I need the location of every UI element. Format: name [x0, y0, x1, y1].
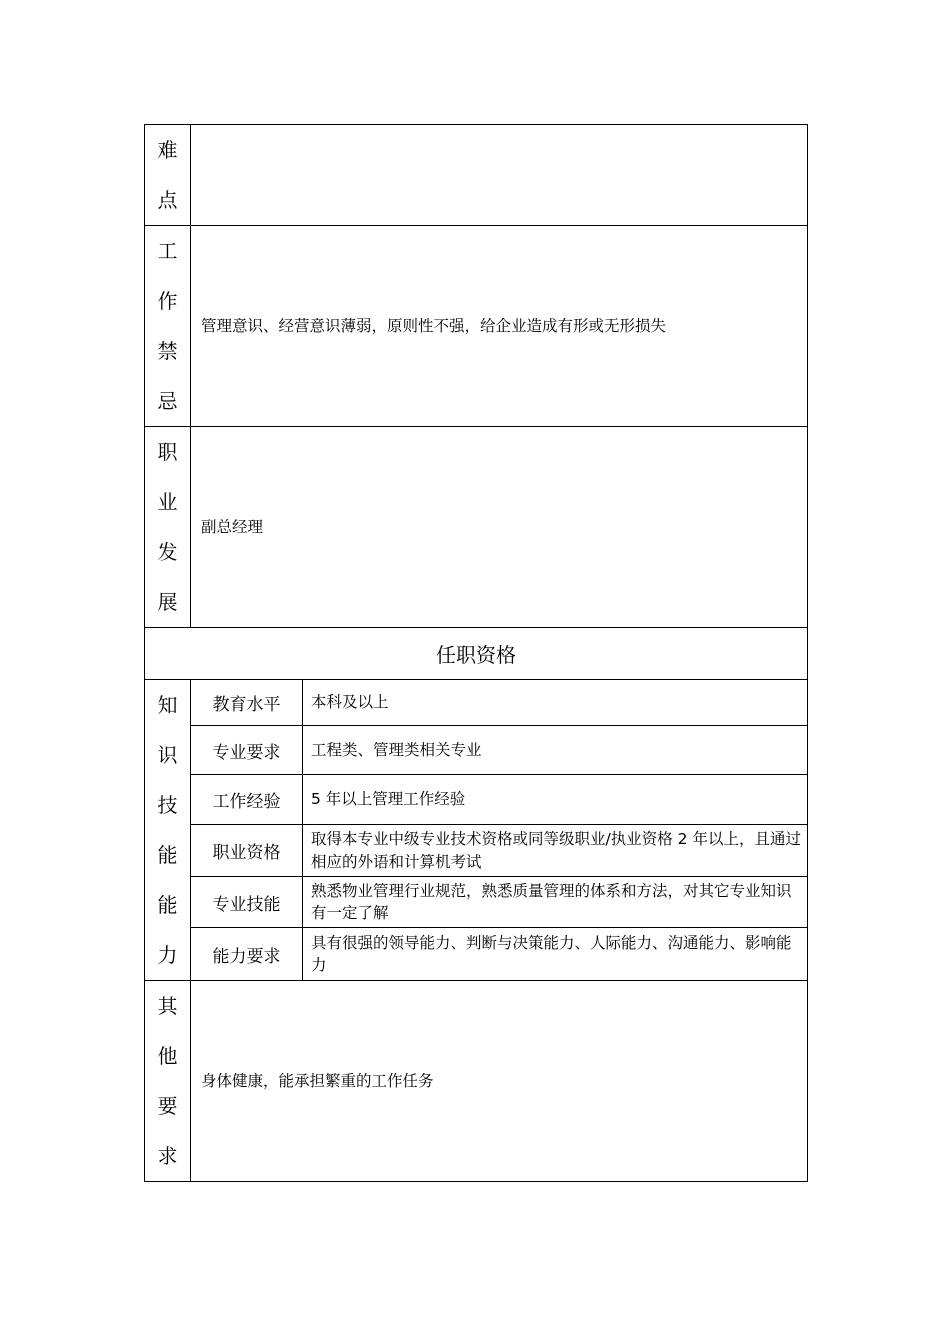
major-label: 专业要求: [191, 726, 303, 774]
other-label: [145, 981, 191, 1182]
career-label: [145, 427, 191, 628]
label-char: 知: [157, 693, 178, 717]
label-char: 难: [157, 138, 178, 162]
row-knowledge-2: [145, 774, 808, 825]
job-description-table: [144, 124, 808, 1182]
career-content: 副总经理: [191, 427, 808, 628]
row-knowledge-0: [145, 680, 808, 726]
label-char: 识: [157, 743, 178, 767]
major-value: 工程类、管理类相关专业: [303, 726, 808, 774]
label-char: 他: [157, 1044, 178, 1068]
label-char: 业: [157, 490, 178, 514]
label-char: 力: [157, 943, 178, 967]
difficulty-content: [191, 125, 808, 226]
label-char: 作: [157, 289, 178, 313]
row-difficulty: [145, 125, 808, 226]
row-knowledge-5: [145, 928, 808, 981]
label-char: 职: [157, 440, 178, 464]
experience-label: 工作经验: [191, 774, 303, 825]
label-char: 工: [157, 239, 178, 263]
skills-value: 熟悉物业管理行业规范，熟悉质量管理的体系和方法，对其它专业知识有一定了解: [303, 876, 808, 928]
row-other: [145, 981, 808, 1182]
label-char: 展: [157, 590, 178, 614]
knowledge-label: [145, 680, 191, 981]
education-label: 教育水平: [191, 680, 303, 726]
label-char: 其: [157, 994, 178, 1018]
label-char: 要: [157, 1094, 178, 1118]
experience-value: 5 年以上管理工作经验: [303, 774, 808, 825]
difficulty-label: [145, 125, 191, 226]
label-char: 忌: [157, 389, 178, 413]
row-knowledge-1: [145, 726, 808, 774]
skills-label: 专业技能: [191, 876, 303, 928]
label-char: 能: [157, 893, 178, 917]
row-knowledge-4: [145, 876, 808, 928]
ability-label: 能力要求: [191, 928, 303, 981]
label-char: 技: [157, 793, 178, 817]
row-career: [145, 427, 808, 628]
prohibitions-content: 管理意识、经营意识薄弱，原则性不强，给企业造成有形或无形损失: [191, 226, 808, 427]
label-char: 点: [157, 188, 178, 212]
ability-value: 具有很强的领导能力、判断与决策能力、人际能力、沟通能力、影响能力: [303, 928, 808, 981]
education-value: 本科及以上: [303, 680, 808, 726]
label-char: 求: [157, 1144, 178, 1168]
label-char: 禁: [157, 339, 178, 363]
row-prohibitions: [145, 226, 808, 427]
prohibitions-label: [145, 226, 191, 427]
qualifications-header: 任职资格: [145, 628, 808, 680]
certification-label: 职业资格: [191, 825, 303, 877]
label-char: 发: [157, 540, 178, 564]
row-knowledge-3: [145, 825, 808, 877]
row-qualifications-header: [145, 628, 808, 680]
other-content: 身体健康，能承担繁重的工作任务: [191, 981, 808, 1182]
certification-value: 取得本专业中级专业技术资格或同等级职业/执业资格 2 年以上，且通过相应的外语和计算机考试: [303, 825, 808, 877]
label-char: 能: [157, 843, 178, 867]
